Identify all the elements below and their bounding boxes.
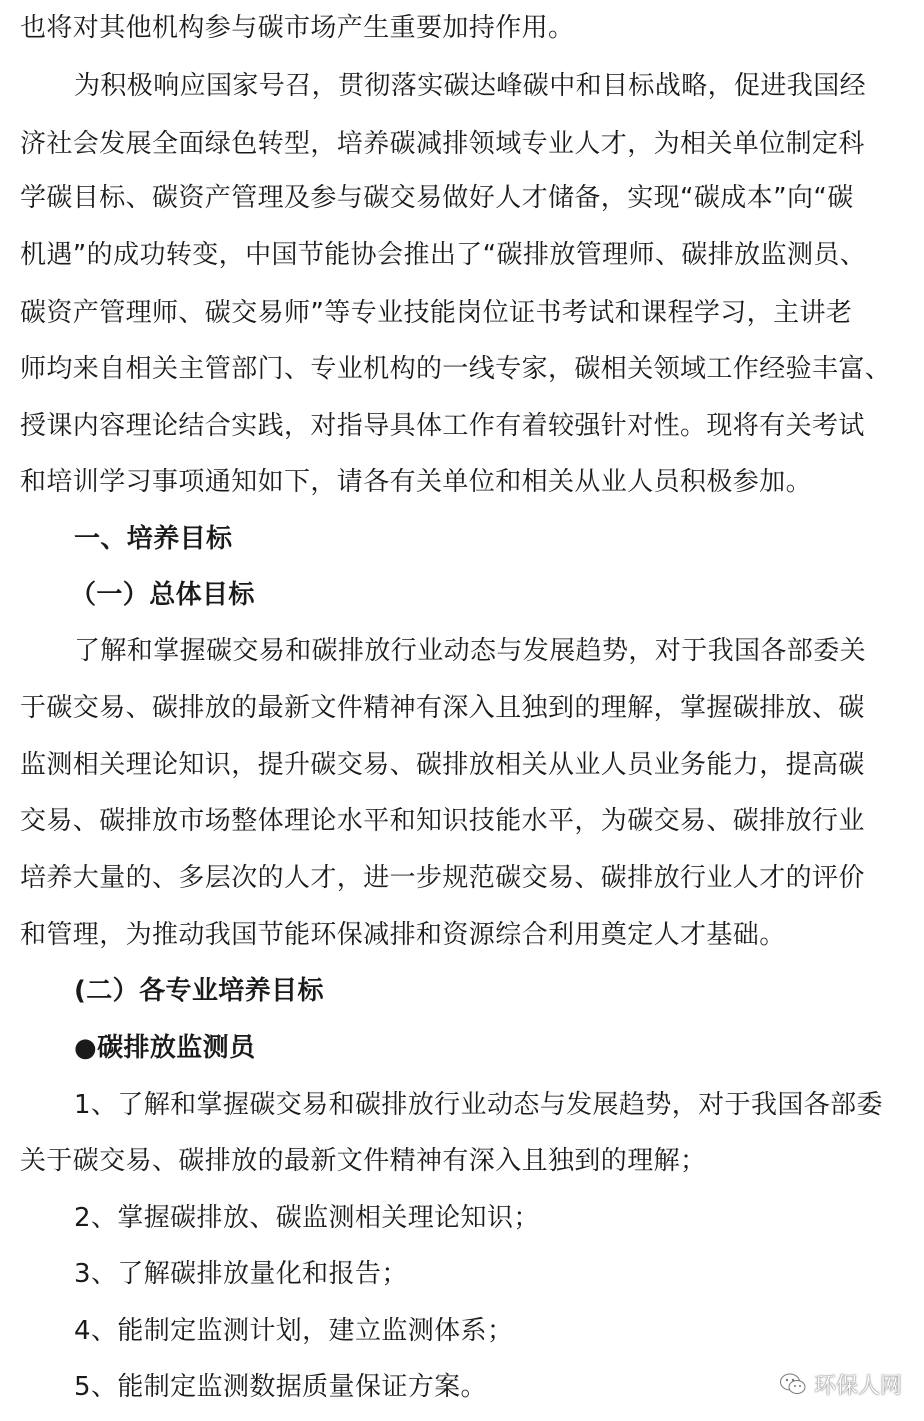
section-heading: 一、培养目标 (74, 524, 233, 554)
list-item: 4、能制定监测计划，建立监测体系； (74, 1316, 514, 1346)
paragraph-line: 于碳交易、碳排放的最新文件精神有深入且独到的理解，掌握碳排放、碳 (20, 693, 865, 723)
paragraph-line: 和管理，为推动我国节能环保减排和资源综合利用奠定人才基础。 (20, 920, 786, 950)
list-item: 5、能制定监测数据质量保证方案。 (74, 1372, 487, 1402)
paragraph-line: 和培训学习事项通知如下，请各有关单位和相关从业人员积极参加。 (20, 467, 813, 497)
paragraph-line: 了解和掌握碳交易和碳排放行业动态与发展趋势，对于我国各部委关 (74, 636, 867, 666)
paragraph-line: 交易、碳排放市场整体理论水平和知识技能水平，为碳交易、碳排放行业 (20, 806, 865, 836)
list-item: 3、了解碳排放量化和报告； (74, 1259, 408, 1289)
paragraph-line: 监测相关理论知识，提升碳交易、碳排放相关从业人员业务能力，提高碳 (20, 750, 865, 780)
subsection-heading: （一）总体目标 (70, 580, 255, 610)
paragraph-line: 碳资产管理师、碳交易师”等专业技能岗位证书考试和课程学习，主讲老 (20, 298, 853, 328)
watermark-text: 环保人网 (813, 1373, 902, 1399)
bullet-heading: ●碳排放监测员 (74, 1033, 256, 1063)
paragraph-line: 师均来自相关主管部门、专业机构的一线专家，碳相关领域工作经验丰富、 (20, 354, 892, 384)
subsection-heading: (二）各专业培养目标 (74, 976, 324, 1006)
list-item: 2、掌握碳排放、碳监测相关理论知识； (74, 1203, 540, 1233)
list-item: 1、了解和掌握碳交易和碳排放行业动态与发展趋势，对于我国各部委 (74, 1090, 883, 1120)
paragraph-line: 济社会发展全面绿色转型，培养碳减排领域专业人才，为相关单位制定科 (20, 129, 865, 159)
paragraph-line: 培养大量的、多层次的人才，进一步规范碳交易、碳排放行业人才的评价 (20, 863, 865, 893)
list-item-continuation: 关于碳交易、碳排放的最新文件精神有深入且独到的理解； (20, 1146, 707, 1176)
paragraph-line: 授课内容理论结合实践，对指导具体工作有着较强针对性。现将有关考试 (20, 411, 865, 441)
paragraph-line: 为积极响应国家号召，贯彻落实碳达峰碳中和目标战略，促进我国经 (74, 71, 867, 101)
paragraph-line: 机遇”的成功转变，中国节能协会推出了“碳排放管理师、碳排放监测员、 (20, 240, 867, 270)
wechat-icon (778, 1369, 808, 1399)
paragraph-line: 学碳目标、碳资产管理及参与碳交易做好人才储备，实现“碳成本”向“碳 (20, 183, 854, 213)
watermark (778, 1367, 902, 1401)
paragraph-line: 也将对其他机构参与碳市场产生重要加持作用。 (20, 13, 575, 43)
